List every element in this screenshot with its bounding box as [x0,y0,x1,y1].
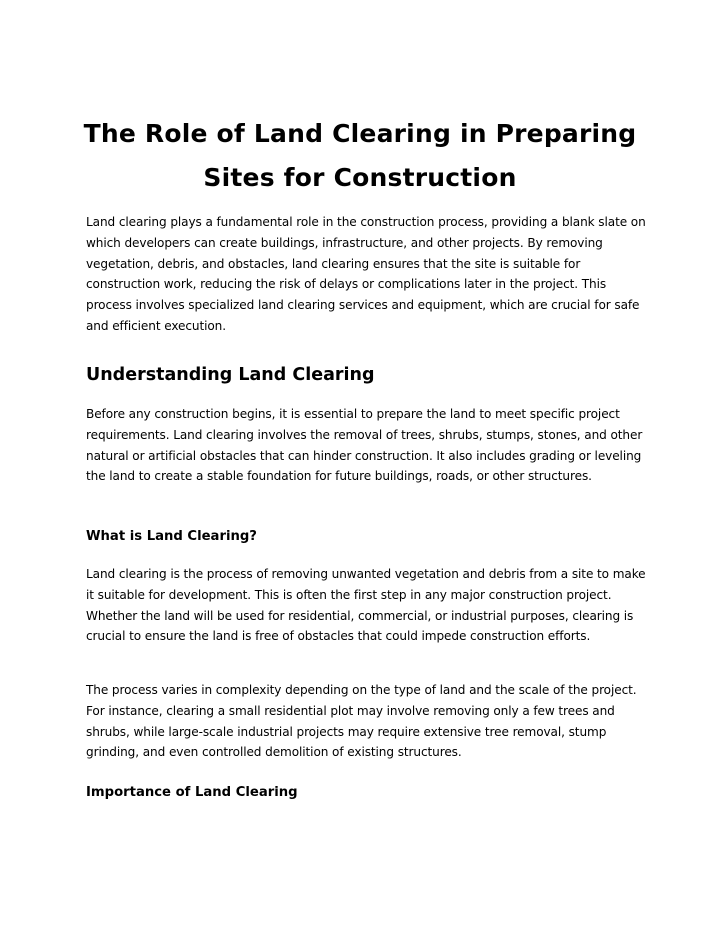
subheading-importance: Importance of Land Clearing [86,785,298,800]
subheading-what-is: What is Land Clearing? [86,529,257,544]
what-is-paragraph-1: Land clearing is the process of removing unwanted vegetation and debris from a site to make it suitable for development. This is often the first step in any major construction project. Whether the land will be used for residential, commercial, or industrial purposes, clearing is crucial to ensure the land is free of obstacles that could impede construction efforts. [86,567,646,644]
intro-paragraph: Land clearing plays a fundamental role in the construction process, providing a blank slate on which developers can create buildings, infrastructure, and other projects. By removing vegetation, debris, and obstacles, land clearing ensures that the site is suitable for construction work, reducing the risk of delays or complications later in the project. This process involves specialized land clearing services and equipment, which are crucial for safe and efficient execution. [86,215,646,333]
understanding-paragraph: Before any construction begins, it is essential to prepare the land to meet specific project requirements. Land clearing involves the removal of trees, shrubs, stumps, stones, and other natural or artificial obstacles that can hinder construction. It also includes grading or leveling the land to create a stable foundation for future buildings, roads, or other structures. [86,407,643,484]
what-is-paragraph-2: The process varies in complexity depending on the type of land and the scale of the project. For instance, clearing a small residential plot may involve removing only a few trees and shrubs, while large-scale industrial projects may require extensive tree removal, stump grinding, and even controlled demolition of existing structures. [86,683,637,760]
page-title: The Role of Land Clearing in Preparing Sites for Construction [83,119,637,192]
section-heading-understanding: Understanding Land Clearing [86,365,375,385]
